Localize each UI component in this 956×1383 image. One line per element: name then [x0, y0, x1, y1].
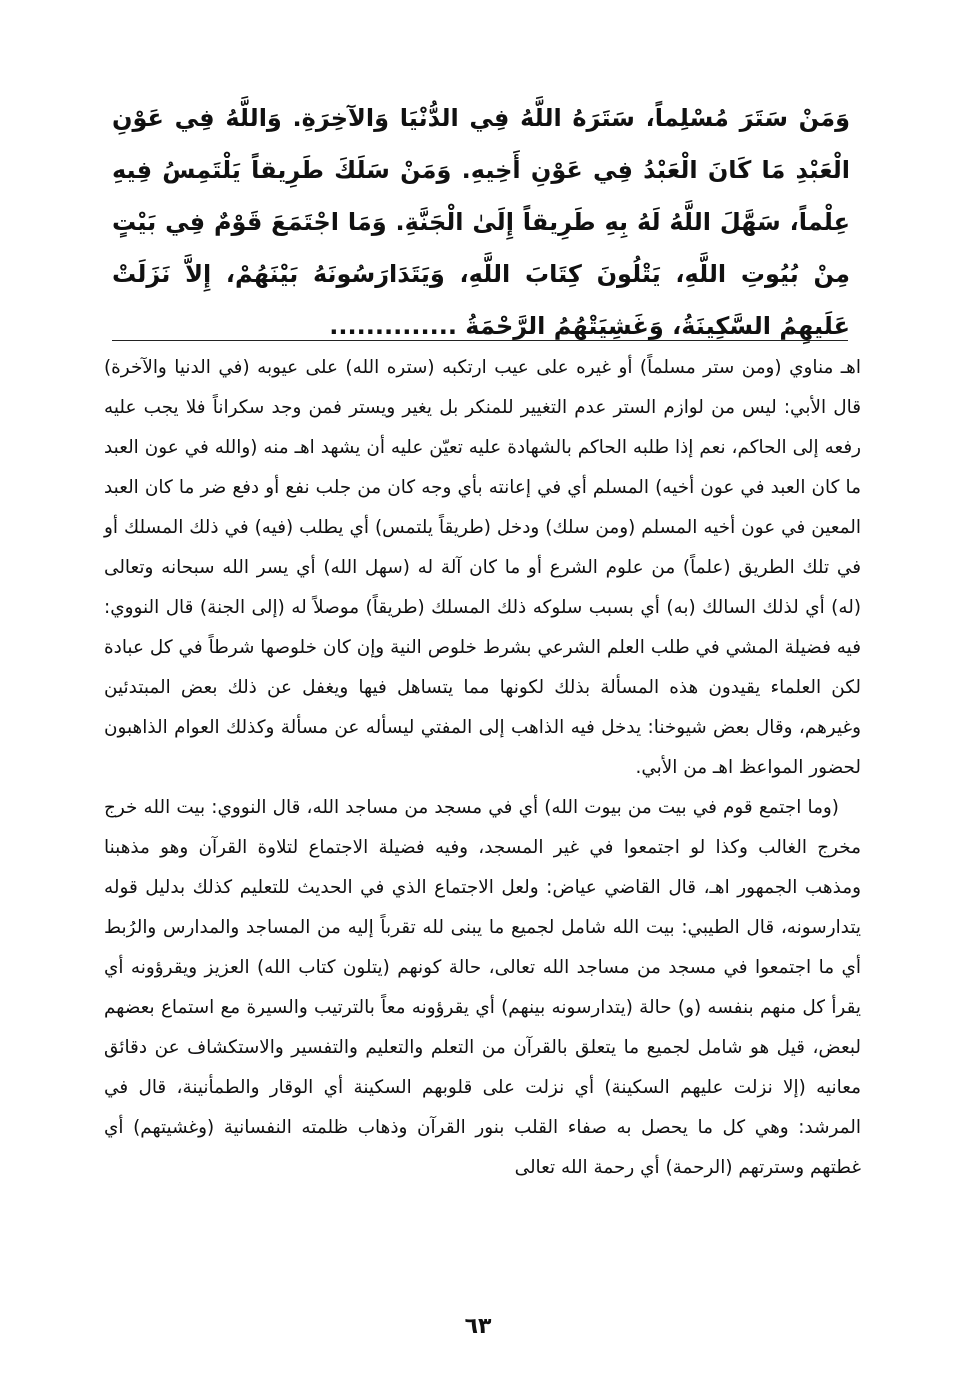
commentary-paragraph: (وما اجتمع قوم في بيت من بيوت الله) أي في مسجد من مساجد الله، قال النووي: بيت الله خرج مخرج الغالب وكذا لو اجتمعوا في غير المسجد، وفيه فضيلة الاجتماع لتلاوة القرآن وهو مذهبنا ومذهب الجمهور اهـ، قال القاضي عياض: ولعل الاجتماع الذي في الحديث للتعليم كذلك بدليل قوله يتدارسونه، قال الطيبي: بيت الله شامل لجميع ما يبنى لله تقرباً إليه من المساجد والمدارس والرُبط أي ما اجتمعوا في مسجد من مساجد الله تعالى، حالة كونهم (يتلون كتاب الله) العزيز ويقرؤونه أي يقرأ كل منهم بنفسه (و) حالة (يتدارسونه بينهم) أي يقرؤونه معاً بالترتيب والسيرة مع استماع بعضهم لبعض، قيل هو شامل لجميع ما يتعلق بالقرآن من التعلم والتعليم والتفسير والاستكشاف عن دقائق معانيه (إلا نزلت عليهم السكينة) أي نزلت على قلوبهم السكينة أي الوقار والطمأنينة، قال في المرشد: وهي كل ما يحصل به صفاء القلب بنور القرآن وذهاب ظلمته النفسانية (وغشيتهم) أي غطتهم وسترتهم (الرحمة) أي رحمة الله تعالى: [104, 797, 861, 1178]
hadith-text: وَمَنْ سَتَرَ مُسْلِماً، سَتَرَهُ اللَّهُ فِي الدُّنْيَا وَالآخِرَةِ. وَاللَّهُ فِي عَوْنِ الْعَبْدِ مَا كَانَ الْعَبْدُ فِي عَوْنِ أَخِيهِ. وَمَنْ سَلَكَ طَرِيقاً يَلْتَمِسُ فِيهِ عِلْماً، سَهَّلَ اللَّهُ لَهُ بِهِ طَرِيقاً إِلَىٰ الْجَنَّةِ. وَمَا اجْتَمَعَ قَوْمٌ فِي بَيْتٍ مِنْ بُيُوتِ اللَّهِ، يَتْلُونَ كِتَابَ اللَّهِ، وَيَتَدَارَسُونَهُ بَيْنَهُمْ، إِلاَّ نَزَلَتْ عَلَيهِمُ السَّكِينَةُ، وَغَشِيَتْهُمُ الرَّحْمَةُ ..............: [112, 104, 850, 340]
commentary-paragraph: اهـ مناوي (ومن ستر مسلماً) أو غيره على عيب ارتكبه (ستره الله) على عيوبه (في الدنيا والآخرة) قال الأبي: ليس من لوازم الستر عدم التغيير للمنكر بل يغير ويستر فمن وجد سكراناً فلا يجب عليه رفعه إلى الحاكم، نعم إذا طلبه الحاكم بالشهادة عليه تعيّن عليه أن يشهد اهـ منه (والله في عون العبد ما كان العبد في عون أخيه) المسلم أي في إعانته بأي وجه كان من جلب نفع أو دفع ضر ما كان العبد المعين في عون أخيه المسلم (ومن سلك) ودخل (طريقاً يلتمس) أي يطلب (فيه) في ذلك المسلك أو في تلك الطريق (علماً) من علوم الشرع أو ما كان آلة له (سهل الله) أي يسر الله سبحانه وتعالى (له) أي لذلك السالك (به) أي بسبب سلوكه ذلك المسلك (طريقاً) موصلاً له (إلى الجنة) قال النووي: فيه فضيلة المشي في طلب العلم الشرعي بشرط خلوص النية وإن كان خلوصها شرطاً في كل عبادة لكن العلماء يقيدون هذه المسألة بذلك لكونها مما يتساهل فيها ويغفل عن ذلك بعض المبتدئين وغيرهم، وقال بعض شيوخنا: يدخل فيه الذاهب إلى المفتي ليسأله عن مسألة وكذلك العوام الذاهبون لحضور المواعظ اهـ من الأبي.: [104, 357, 861, 778]
footnote-divider: [112, 340, 848, 341]
commentary: [104, 348, 861, 1188]
page-number: ٦٣: [464, 1314, 492, 1339]
